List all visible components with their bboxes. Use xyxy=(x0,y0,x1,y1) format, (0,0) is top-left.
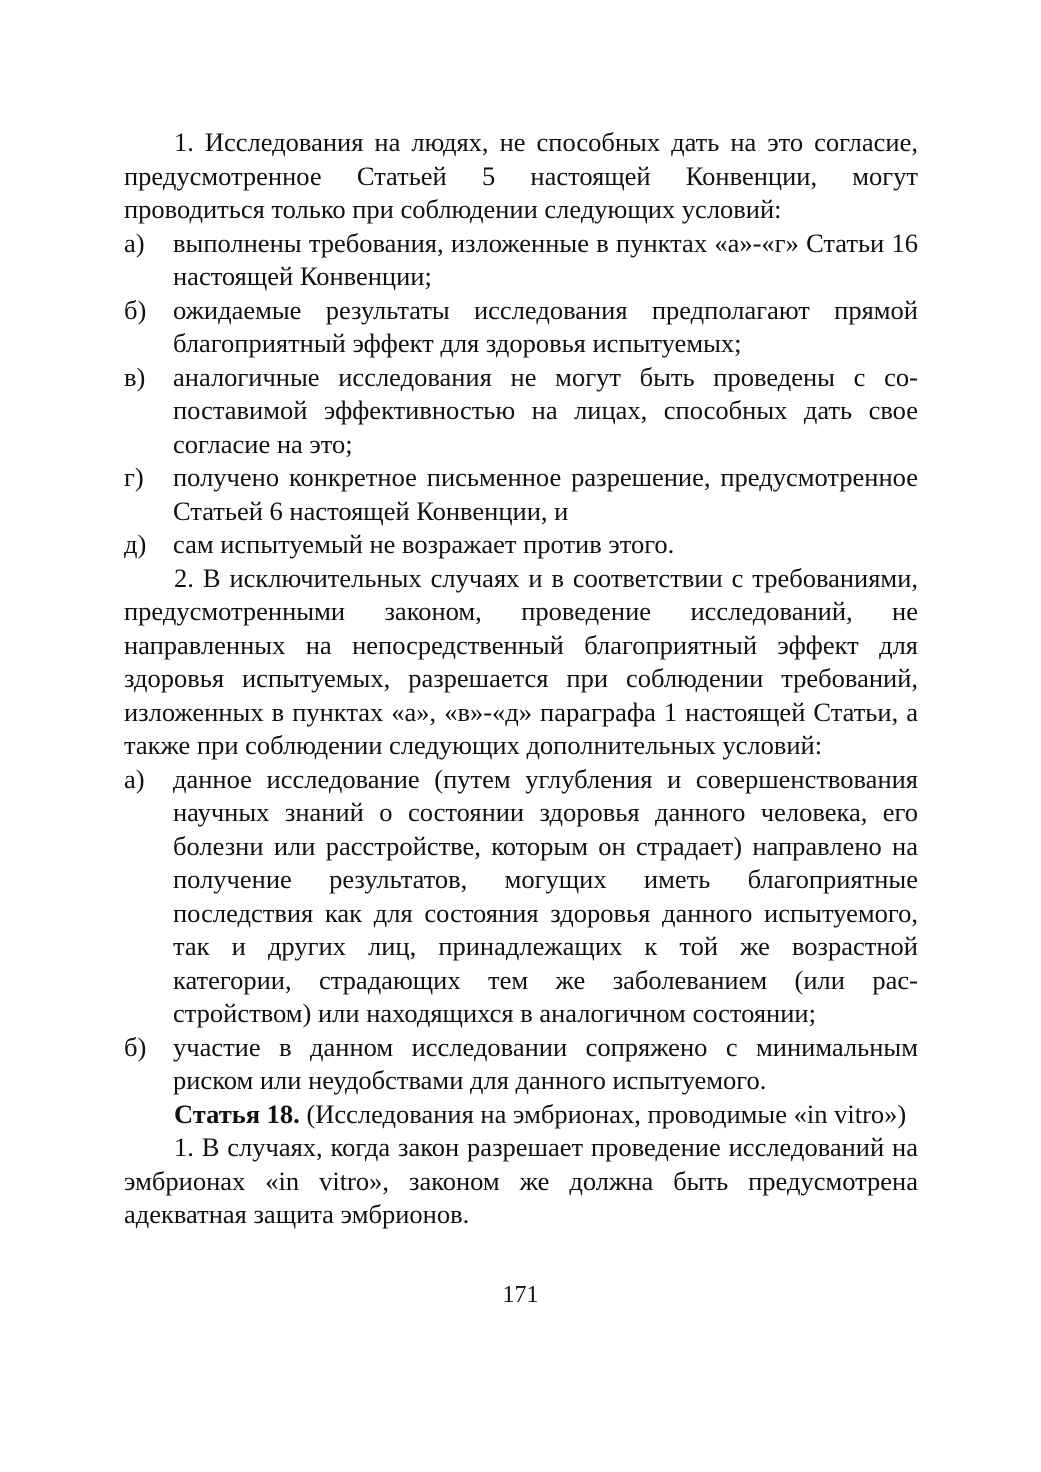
list-item-marker: а) xyxy=(124,763,145,794)
list-item-text: участие в данном исследовании сопряжено с минимальным риском или неудобствами для данного испытуемого. xyxy=(173,1031,918,1095)
list-item-marker: б) xyxy=(124,294,147,325)
section-2-conditions-list xyxy=(124,763,918,1098)
list-item xyxy=(124,763,918,1031)
list-item xyxy=(124,361,918,462)
section-1-intro: 1. Исследования на людях, не способных дать на это согласие, предусмотренное Статьей 5 настоящей Конвенции, могут проводиться только при соблюдении следующих условий: xyxy=(124,127,918,224)
section-2-intro: 2. В исключительных случаях и в соответствии с требованиями, предусмотренными законом, проведение исследований, не направленных на непосредственный благоприятный эффект для здоровья испытуемых, разрешается при соблюдении требований, изложенных в пунктах «а», «в»-«д» параграфа 1 настоящей Статьи, а также при соблюдении следующих дополнительных условий: xyxy=(124,562,918,760)
article-18-title: (Исследования на эмбрионах, проводимые «in vitro») xyxy=(299,1098,907,1129)
article-18-heading xyxy=(124,1098,918,1132)
list-item xyxy=(124,294,918,361)
list-item-text: сам испытуемый не возражает против этого. xyxy=(173,529,675,559)
document-page xyxy=(124,126,918,1232)
list-item-text: получено конкретное письменное разрешение, предусмотренное Статьей 6 настоящей Конвенции, и xyxy=(173,462,918,526)
list-item-text: данное исследование (путем углубления и совершенствования научных знаний о состоянии здоровья данного человека, его болезни или расстройстве, которым он страдает) направлено на получение результатов, могущих иметь благоприятные последствия как для состояния здоровья данного испытуемого, так и других лиц, принадлежащих к той же возрастной категории, страдающих тем же заболеванием (или расстройством) или находящихся в аналогичном состоянии; xyxy=(173,763,918,1028)
page-number: 171 xyxy=(502,1282,539,1308)
list-item-text: ожидаемые результаты исследования предполагают прямой благоприятный эффект для здоровья испытуемых; xyxy=(173,294,918,358)
article-18-paragraph-1: 1. В случаях, когда закон разрешает проведение исследований на эмбрионах «in vitro», законом же должна быть предусмотрена адекватная защита эмбрионов. xyxy=(124,1132,918,1229)
list-item-marker: в) xyxy=(124,361,146,392)
list-item xyxy=(124,461,918,528)
list-item xyxy=(124,227,918,294)
list-item-marker: г) xyxy=(124,462,144,492)
list-item-marker: д) xyxy=(124,529,147,559)
article-18-label: Статья 18. xyxy=(174,1098,300,1129)
list-item-text: аналогичные исследования не могут быть проведены с сопоставимой эффективностью на лицах, способных дать свое согласие на это; xyxy=(173,361,918,459)
list-item xyxy=(124,528,918,562)
list-item xyxy=(124,1031,918,1098)
list-item-marker: б) xyxy=(124,1031,147,1062)
list-item-marker: а) xyxy=(124,227,145,258)
section-1-conditions-list xyxy=(124,227,918,562)
list-item-text: выполнены требования, изложенные в пунктах «а»-«г» Статьи 16 настоящей Конвенции; xyxy=(173,227,918,291)
